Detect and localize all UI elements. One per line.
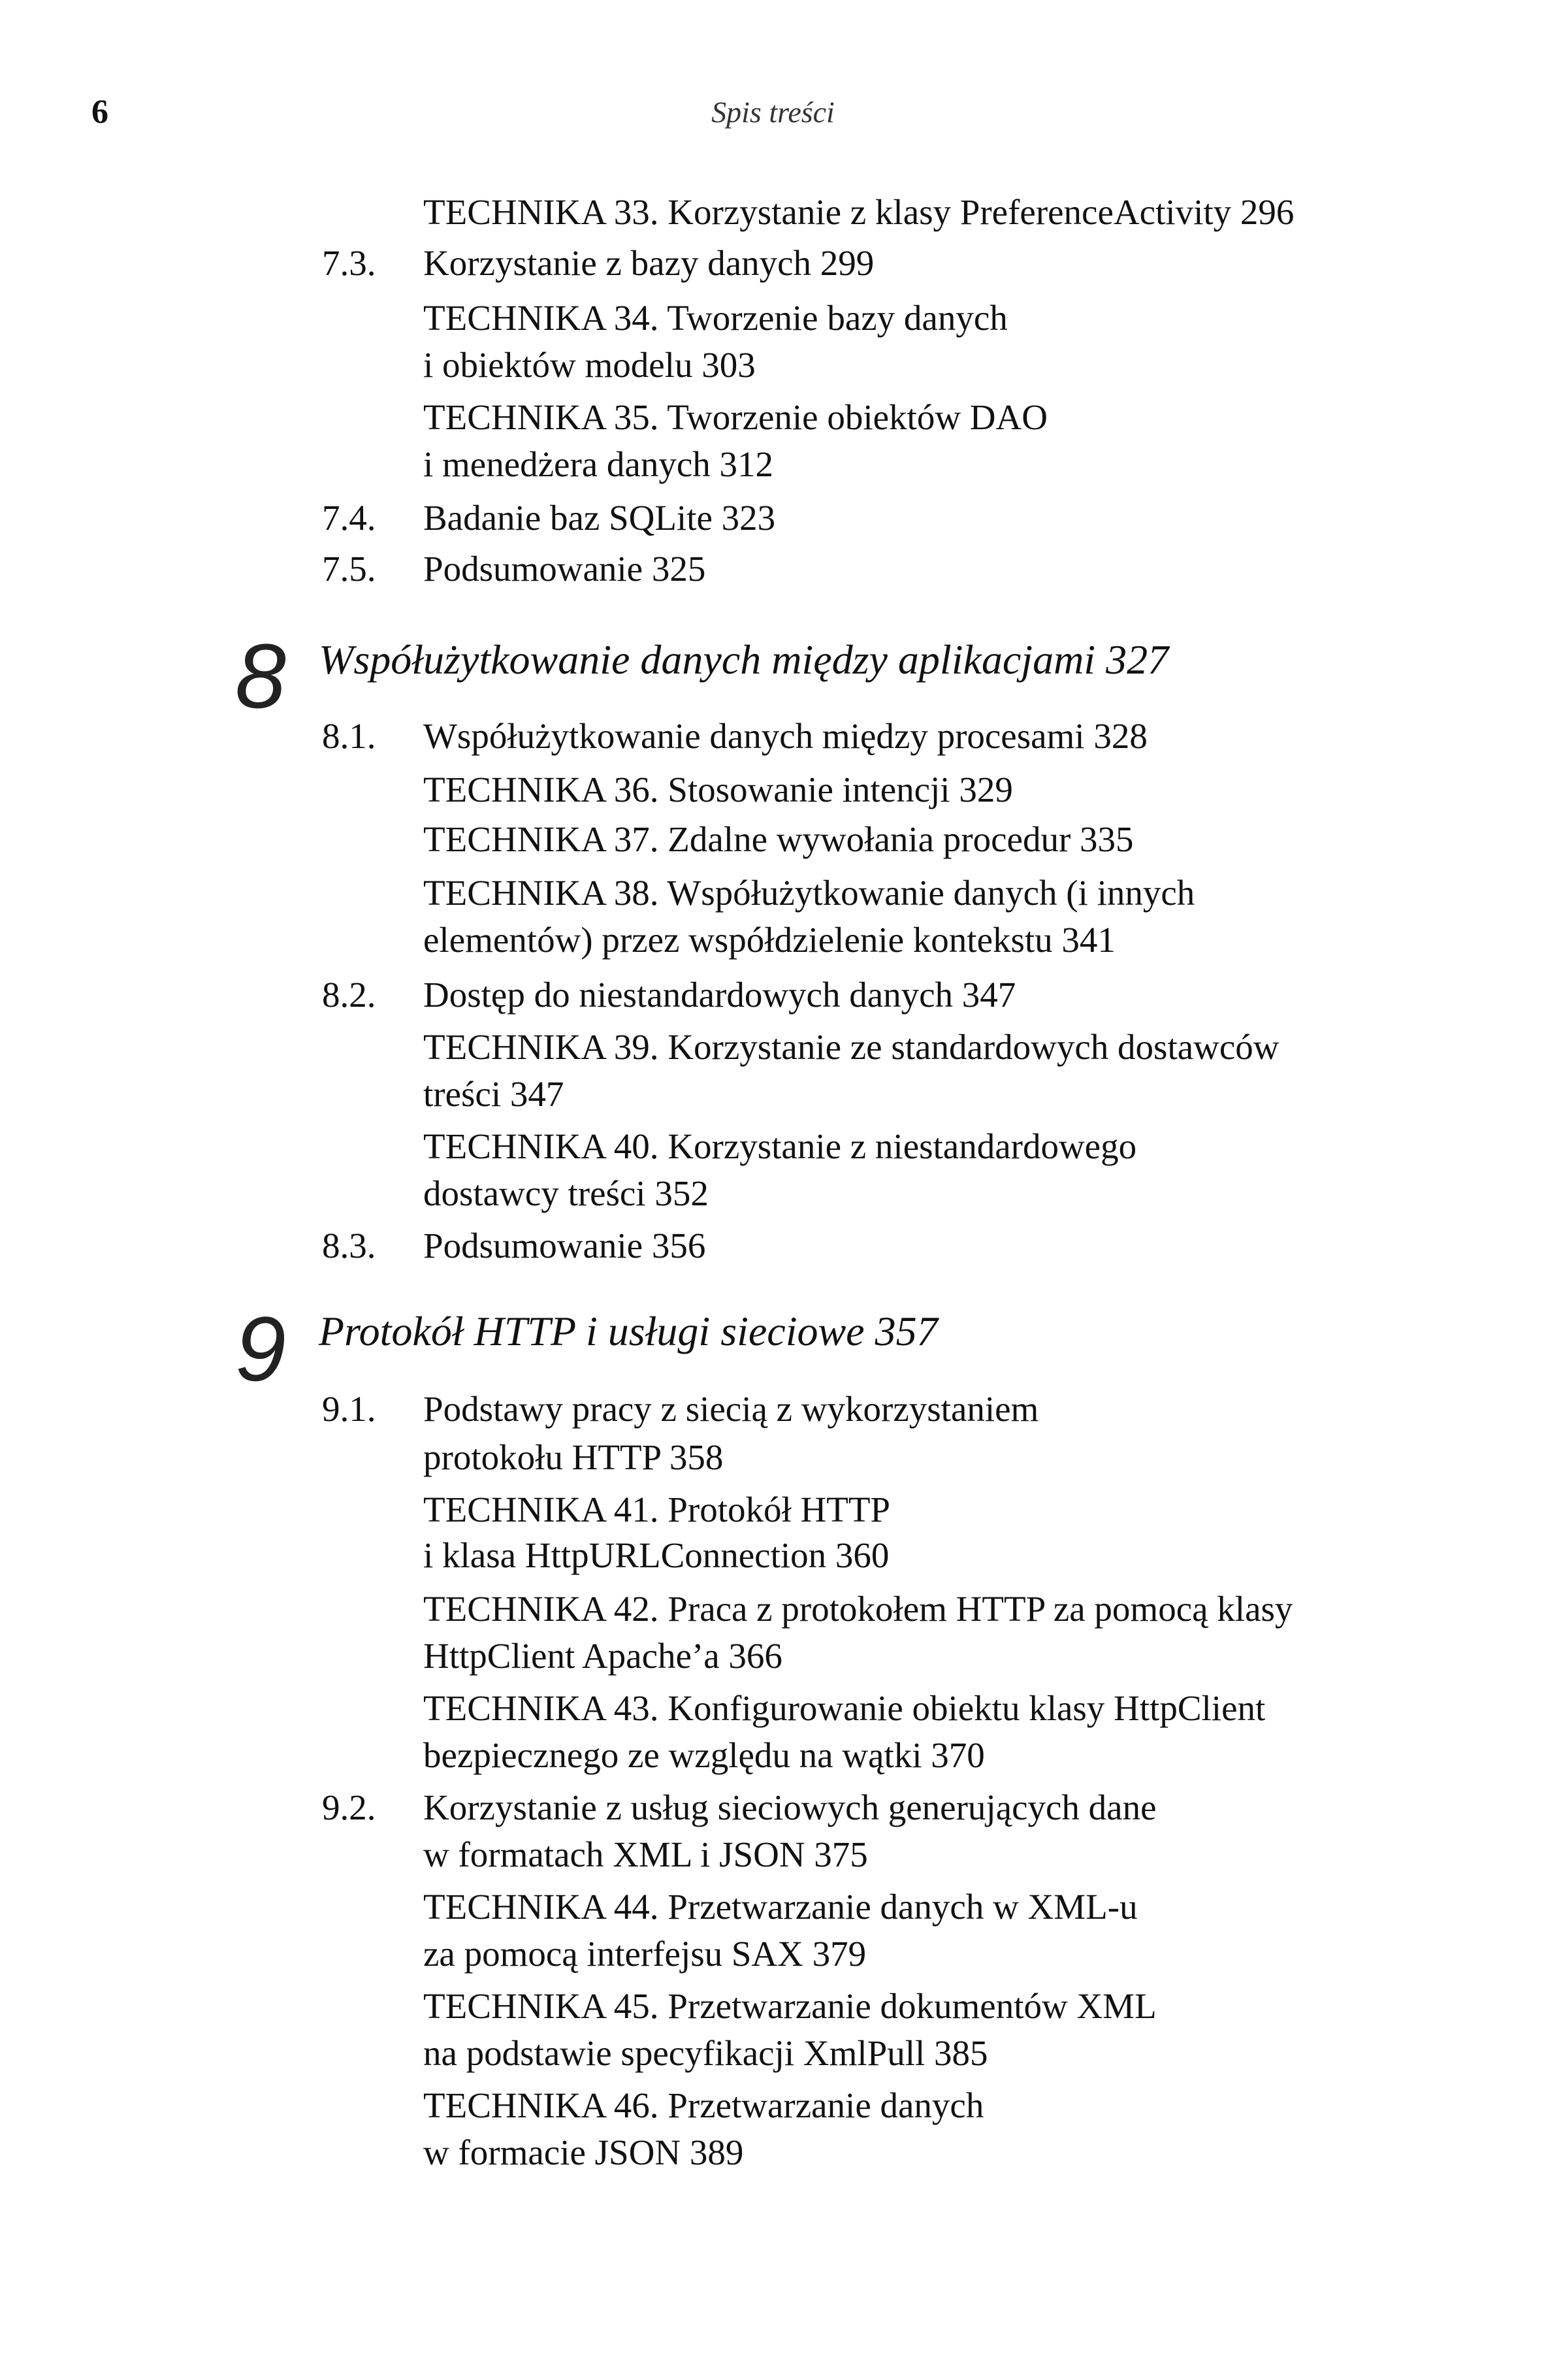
toc-entry-9-2-cont: w formatach XML i JSON 375 [423, 1834, 868, 1874]
chapter-8-title: Współużytkowanie danych między aplikacjami 327 [319, 636, 1169, 683]
chapter-9-title: Protokół HTTP i usługi sieciowe 357 [319, 1308, 938, 1354]
toc-entry-technika-42: TECHNIKA 42. Praca z protokołem HTTP za pomocą klasy [423, 1589, 1293, 1629]
toc-entry-technika-41-cont: i klasa HttpURLConnection 360 [423, 1535, 890, 1575]
toc-entry-technika-39-cont: treści 347 [423, 1074, 564, 1114]
toc-entry-technika-40-cont: dostawcy treści 352 [423, 1173, 709, 1213]
toc-entry-technika-33: TECHNIKA 33. Korzystanie z klasy PreferenceActivity 296 [423, 192, 1295, 232]
toc-entry-8-2: Dostęp do niestandardowych danych 347 [423, 975, 1016, 1015]
section-number-7-3: 7.3. [322, 243, 376, 283]
toc-entry-technika-46-cont: w formacie JSON 389 [423, 2132, 744, 2172]
running-head: Spis treści [711, 95, 835, 129]
toc-entry-7-5: Podsumowanie 325 [423, 549, 706, 589]
page-number: 6 [91, 93, 108, 131]
toc-entry-technika-34-cont: i obiektów modelu 303 [423, 345, 756, 385]
toc-entry-technika-45: TECHNIKA 45. Przetwarzanie dokumentów XML [423, 1986, 1157, 2026]
section-number-8-3: 8.3. [322, 1226, 376, 1265]
toc-entry-technika-41: TECHNIKA 41. Protokół HTTP [423, 1490, 890, 1529]
toc-entry-technika-40: TECHNIKA 40. Korzystanie z niestandardowego [423, 1126, 1137, 1166]
chapter-9-number: 9 [235, 1297, 286, 1400]
section-number-7-4: 7.4. [322, 498, 376, 538]
section-number-8-2: 8.2. [322, 975, 376, 1015]
toc-entry-technika-39: TECHNIKA 39. Korzystanie ze standardowych dostawców [423, 1027, 1280, 1067]
toc-entry-technika-38-cont: elementów) przez współdzielenie kontekstu 341 [423, 920, 1116, 960]
toc-entry-technika-42-cont: HttpClient Apache’a 366 [423, 1636, 782, 1676]
toc-entry-technika-44-cont: za pomocą interfejsu SAX 379 [423, 1934, 867, 1974]
section-number-7-5: 7.5. [322, 549, 376, 589]
toc-entry-technika-45-cont: na podstawie specyfikacji XmlPull 385 [423, 2033, 988, 2073]
chapter-8-number: 8 [235, 625, 286, 727]
toc-entry-technika-38: TECHNIKA 38. Współużytkowanie danych (i innych [423, 873, 1195, 913]
toc-entry-technika-44: TECHNIKA 44. Przetwarzanie danych w XML-u [423, 1887, 1138, 1927]
section-number-8-1: 8.1. [322, 716, 376, 756]
toc-entry-technika-35: TECHNIKA 35. Tworzenie obiektów DAO [423, 397, 1048, 437]
toc-entry-technika-43: TECHNIKA 43. Konfigurowanie obiektu klasy HttpClient [423, 1688, 1266, 1728]
toc-entry-7-4: Badanie baz SQLite 323 [423, 498, 776, 538]
section-number-9-2: 9.2. [322, 1787, 376, 1827]
toc-entry-technika-35-cont: i menedżera danych 312 [423, 444, 774, 484]
toc-entry-technika-36: TECHNIKA 36. Stosowanie intencji 329 [423, 770, 1013, 809]
toc-entry-9-1-cont: protokołu HTTP 358 [423, 1437, 724, 1477]
toc-entry-9-1: Podstawy pracy z siecią z wykorzystaniem [423, 1389, 1039, 1429]
toc-entry-7-3: Korzystanie z bazy danych 299 [423, 243, 875, 283]
toc-entry-technika-43-cont: bezpiecznego ze względu na wątki 370 [423, 1735, 985, 1775]
section-number-9-1: 9.1. [322, 1389, 376, 1429]
toc-entry-technika-34: TECHNIKA 34. Tworzenie bazy danych [423, 298, 1008, 338]
toc-entry-technika-46: TECHNIKA 46. Przetwarzanie danych [423, 2085, 984, 2125]
toc-entry-technika-37: TECHNIKA 37. Zdalne wywołania procedur 335 [423, 819, 1134, 859]
toc-entry-8-3: Podsumowanie 356 [423, 1226, 706, 1265]
toc-entry-9-2: Korzystanie z usług sieciowych generujących dane [423, 1787, 1157, 1827]
toc-entry-8-1: Współużytkowanie danych między procesami 328 [423, 716, 1148, 756]
